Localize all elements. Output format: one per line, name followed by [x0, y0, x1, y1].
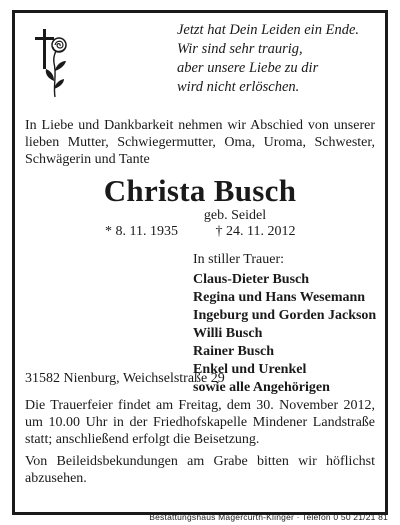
address: 31582 Nienburg, Weichselstraße 29 — [25, 371, 225, 386]
intro-text: In Liebe und Dankbarkeit nehmen wir Abschied von unserer lieben Mutter, Schwiegermutter, Oma, Uroma, Schwester, Schwägerin und Tante — [25, 118, 375, 167]
deceased-name: Christa Busch — [103, 173, 297, 208]
cross-rose-icon — [33, 23, 73, 103]
poem-line: Jetzt hat Dein Leiden ein Ende. — [177, 22, 360, 38]
poem-line: aber unsere Liebe zu dir — [177, 60, 319, 76]
poem-line: wird nicht erlöschen. — [177, 79, 300, 95]
funeral-notice: Die Trauerfeier findet am Freitag, dem 30. November 2012, um 10.00 Uhr in der Friedhofskapelle Mindener Landstraße statt; anschließend erfolgt die Beisetzung. — [25, 398, 375, 447]
obituary-card — [12, 10, 388, 515]
poem — [177, 21, 377, 97]
poem-line: Wir sind sehr traurig, — [177, 41, 303, 57]
mourner: Ingeburg und Gorden Jackson — [193, 308, 377, 323]
birth-date: * 8. 11. 1935 — [105, 224, 178, 239]
life-dates — [105, 224, 295, 240]
funeral-home-footer: Bestattungshaus Magercurth-Klinger · Telefon 0 50 21/21 81 — [149, 512, 388, 522]
mourner: Enkel und Urenkel — [193, 362, 307, 377]
mourner: Regina und Hans Wesemann — [193, 290, 366, 305]
mourner: sowie alle Angehörigen — [193, 380, 330, 395]
mourners-lead: In stiller Trauer: — [193, 252, 284, 267]
maiden-name: geb. Seidel — [203, 208, 267, 223]
mourner: Claus-Dieter Busch — [193, 272, 310, 287]
condolence-notice: Von Beileidsbekundungen am Grabe bitten wir höflichst abzusehen. — [25, 454, 375, 486]
mourner: Rainer Busch — [193, 344, 275, 359]
death-date: † 24. 11. 2012 — [215, 224, 296, 239]
mourner: Willi Busch — [193, 326, 263, 341]
